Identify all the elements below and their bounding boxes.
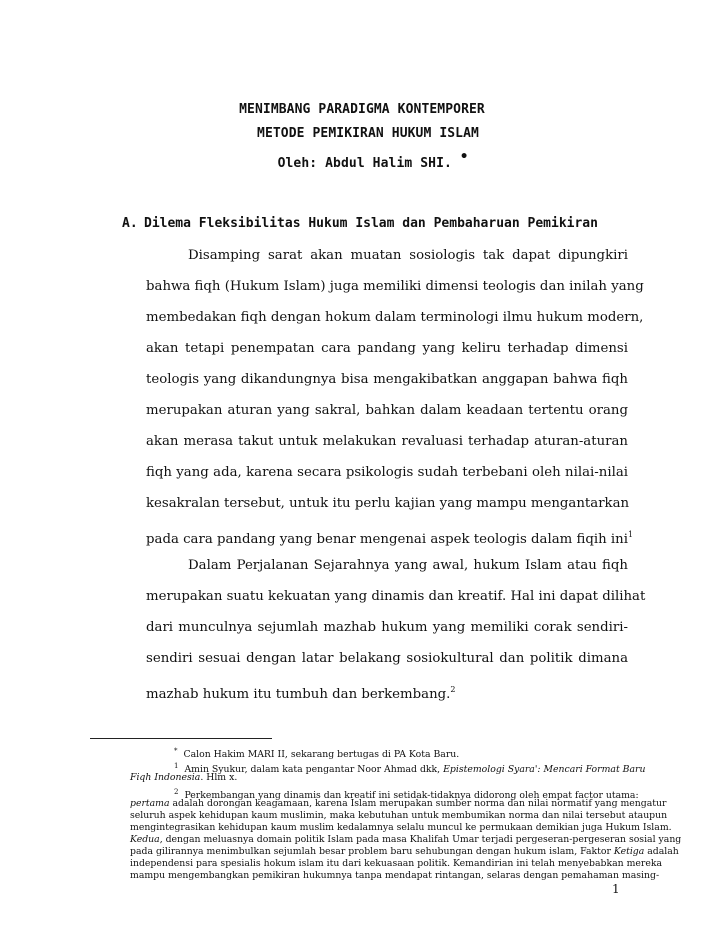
footnote-text: Perkembangan yang dinamis dan kreatif ini setidak-tidaknya didorong oleh empat factor utama: [184, 790, 639, 801]
footnote-2-line-5 [130, 834, 682, 846]
section-title: Dilema Fleksibilitas Hukum Islam dan Pembaharuan Pemikiran [144, 216, 598, 231]
footnote-emphasis: Ketiga [613, 846, 645, 857]
footnote-2-line-2 [130, 798, 667, 810]
paragraph-line: akan merasa takut untuk melakukan revaluasi terhadap aturan-aturan [146, 434, 628, 449]
paragraph-line: merupakan aturan yang sakral, bahkan dalam keadaan tertentu orang [146, 403, 628, 418]
title-line-2: METODE PEMIKIRAN HUKUM ISLAM [257, 126, 479, 141]
footnote-text: adalah [644, 846, 679, 857]
footnote-text: Amin Syukur, dalam kata pengantar Noor Ahmad dkk, [184, 764, 441, 775]
author-line [9, 149, 728, 171]
paragraph-line: akan tetapi penempatan cara pandang yang keliru terhadap dimensi [146, 341, 628, 356]
footnote-book-title: Fiqh Indonesia [130, 772, 201, 783]
footnote-2-line-3: seluruh aspek kehidupan kaum muslimin, maka kebutuhan untuk membumikan norma dan nilai tersebut ataupun [130, 810, 668, 821]
footnote-divider [90, 738, 272, 739]
footnote-2-line-6 [130, 846, 679, 858]
paragraph-last-line [146, 681, 628, 702]
footnote-text: pada gilirannya menimbulkan sejumlah besar problem baru sehubungan dengan hukum islam, Faktor [130, 846, 614, 857]
paragraph-line: kesakralan tersebut, untuk itu perlu kajian yang mampu mengantarkan [146, 496, 630, 511]
title-line-1: MENIMBANG PARADIGMA KONTEMPORER [239, 102, 485, 117]
paragraph-last-line [146, 526, 634, 547]
paragraph-line: bahwa fiqh (Hukum Islam) juga memiliki dimensi teologis dan inilah yang [146, 279, 644, 294]
footnote-2-line-4: mengintegrasikan kehidupan kaum muslim kedalamnya selalu muncul ke permukaan demikian juga Hukum Islam. [130, 822, 672, 833]
paragraph-line: membedakan fiqh dengan hokum dalam terminologi ilmu hukum modern, [146, 310, 644, 325]
paragraph-line: teologis yang dikandungnya bisa mengakibatkan anggapan bahwa fiqh [146, 372, 628, 387]
paragraph-line: Disamping sarat akan muatan sosiologis tak dapat dipungkiri [188, 248, 628, 263]
section-heading [122, 216, 598, 231]
footnote-star [130, 745, 628, 761]
paragraph-line: dari munculnya sejumlah mazhab hukum yang memiliki corak sendiri- [146, 620, 628, 635]
footnote-2-line-7: independensi para spesialis hokum islam itu dari kekuasaan politik. Kemandirian ini telah menyebabkan mereka [130, 858, 663, 869]
footnote-text: adalah dorongan keagamaan, karena Islam merupakan sumber norma dan nilai normatif yang mengatur [169, 798, 667, 809]
author-name: Oleh: Abdul Halim SHI. [277, 156, 452, 171]
paragraph-line: mazhab hukum itu tumbuh dan berkembang. [146, 687, 451, 702]
page-number: 1 [612, 882, 620, 896]
paragraph-line: merupakan suatu kekuatan yang dinamis dan kreatif. Hal ini dapat dilihat [146, 589, 646, 604]
footnote-emphasis: Kedua [130, 834, 160, 845]
footnote-text: , dengan meluasnya domain politik Islam pada masa Khalifah Umar terjadi pergeseran-pergeseran sosial yang [159, 834, 682, 845]
paragraph-line: sendiri sesuai dengan latar belakang sosiokultural dan politik dimana [146, 651, 628, 666]
paragraph-line: fiqh yang ada, karena secara psikologis sudah terbebani oleh nilai-nilai [146, 465, 628, 480]
author-footnote-mark: • [459, 149, 469, 165]
footnote-ref-1: 1 [627, 530, 634, 539]
footnote-1-line-2 [130, 772, 628, 784]
footnote-mark: 1 [174, 762, 179, 770]
footnote-mark: 2 [174, 788, 179, 796]
section-number: A. [122, 216, 138, 231]
footnote-ref-2: 2 [450, 685, 456, 694]
footnote-2-line-8: mampu mengembangkan pemikiran hukumnya tanpa mendapat rintangan, selaras dengan pemahaman masing- [130, 870, 660, 881]
footnote-mark: * [174, 747, 178, 755]
footnote-book-title: Epistemologi Syara': Mencari Format Baru [443, 764, 646, 775]
paragraph-line: pada cara pandang yang benar mengenai aspek teologis dalam fiqih ini [146, 532, 628, 547]
footnote-text: . Hlm x. [200, 772, 238, 783]
footnote-emphasis: pertama [130, 798, 170, 809]
footnote-text: Calon Hakim MARI II, sekarang bertugas di PA Kota Baru. [183, 749, 460, 760]
paragraph-line: Dalam Perjalanan Sejarahnya yang awal, hukum Islam atau fiqh [188, 558, 628, 573]
